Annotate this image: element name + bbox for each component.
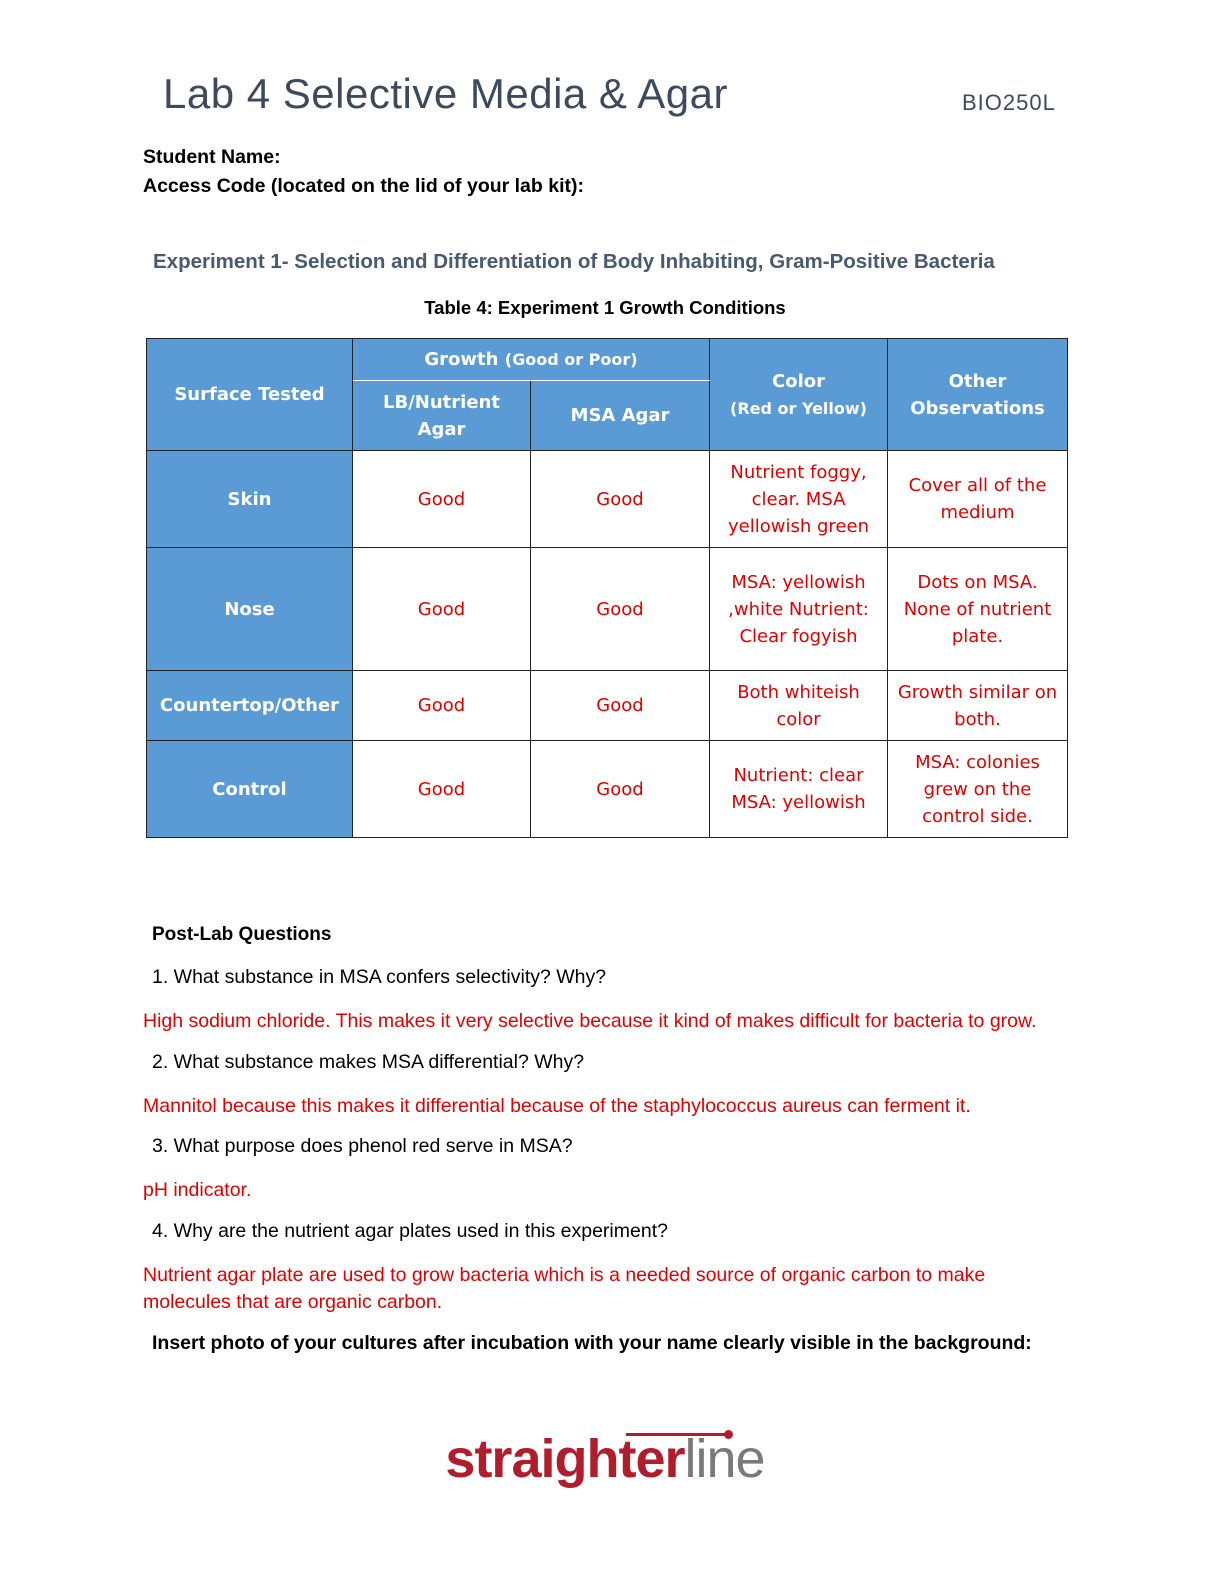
row-msa-growth: Good [531, 741, 710, 838]
answer-2: Mannitol because this makes it differential because of the staphylococcus aureus can ferment it. [143, 1095, 971, 1117]
table-row [147, 548, 1068, 671]
question-2: 2. What substance makes MSA differential? Why? [152, 1051, 585, 1073]
answer-1: High sodium chloride. This makes it very selective because it kind of makes difficult for bacteria to grow. [143, 1010, 1037, 1032]
header-other-observations: Other Observations [888, 339, 1068, 451]
answer-4: Nutrient agar plate are used to grow bacteria which is a needed source of organic carbon to make molecules that are organic carbon. [143, 1264, 986, 1313]
header-growth-label: Growth [424, 349, 499, 370]
row-color: Nutrient foggy, clear. MSA yellowish green [710, 451, 888, 548]
header-lb-nutrient-agar: LB/Nutrient Agar [353, 381, 531, 451]
table-row [147, 741, 1068, 838]
course-code: BIO250L [962, 90, 1056, 115]
page-title: Lab 4 Selective Media & Agar [163, 70, 729, 117]
question-1: 1. What substance in MSA confers selectivity? Why? [152, 966, 607, 988]
growth-conditions-table [146, 338, 1068, 838]
logo-text-light: line [684, 1429, 765, 1489]
row-lb-growth: Good [353, 671, 531, 741]
row-msa-growth: Good [531, 671, 710, 741]
header-color [710, 339, 888, 451]
header-color-label: Color [772, 370, 825, 392]
row-surface: Control [147, 741, 353, 838]
straighterline-logo [0, 1428, 1210, 1490]
experiment-title: Experiment 1- Selection and Differentiation of Body Inhabiting, Gram-Positive Bacteria [153, 250, 995, 273]
row-surface: Skin [147, 451, 353, 548]
post-lab-heading: Post-Lab Questions [152, 924, 332, 945]
logo-text-bold: straighter [445, 1429, 685, 1489]
row-other: MSA: colonies grew on the control side. [888, 741, 1068, 838]
row-color: Both whiteish color [710, 671, 888, 741]
row-msa-growth: Good [531, 548, 710, 671]
row-other: Cover all of the medium [888, 451, 1068, 548]
row-lb-growth: Good [353, 548, 531, 671]
row-surface: Countertop/Other [147, 671, 353, 741]
row-msa-growth: Good [531, 451, 710, 548]
row-other: Dots on MSA. None of nutrient plate. [888, 548, 1068, 671]
row-color: Nutrient: clear MSA: yellowish [710, 741, 888, 838]
access-code-label: Access Code (located on the lid of your lab kit): [143, 175, 584, 197]
header-growth [353, 339, 710, 381]
row-lb-growth: Good [353, 451, 531, 548]
question-4: 4. Why are the nutrient agar plates used in this experiment? [152, 1220, 668, 1242]
table-caption: Table 4: Experiment 1 Growth Conditions [424, 297, 786, 318]
student-name-label: Student Name: [143, 146, 281, 168]
header-surface-tested: Surface Tested [147, 339, 353, 451]
table-row [147, 671, 1068, 741]
row-other: Growth similar on both. [888, 671, 1068, 741]
row-surface: Nose [147, 548, 353, 671]
header-color-sub: (Red or Yellow) [730, 398, 867, 418]
row-lb-growth: Good [353, 741, 531, 838]
question-3: 3. What purpose does phenol red serve in MSA? [152, 1135, 573, 1157]
header-msa-agar: MSA Agar [531, 381, 710, 451]
header-growth-sub: (Good or Poor) [504, 350, 638, 369]
answer-3: pH indicator. [143, 1179, 252, 1201]
row-color: MSA: yellowish ,white Nutrient: Clear fogyish [710, 548, 888, 671]
table-row [147, 451, 1068, 548]
insert-photo-instruction: Insert photo of your cultures after incubation with your name clearly visible in the background: [152, 1332, 1032, 1354]
